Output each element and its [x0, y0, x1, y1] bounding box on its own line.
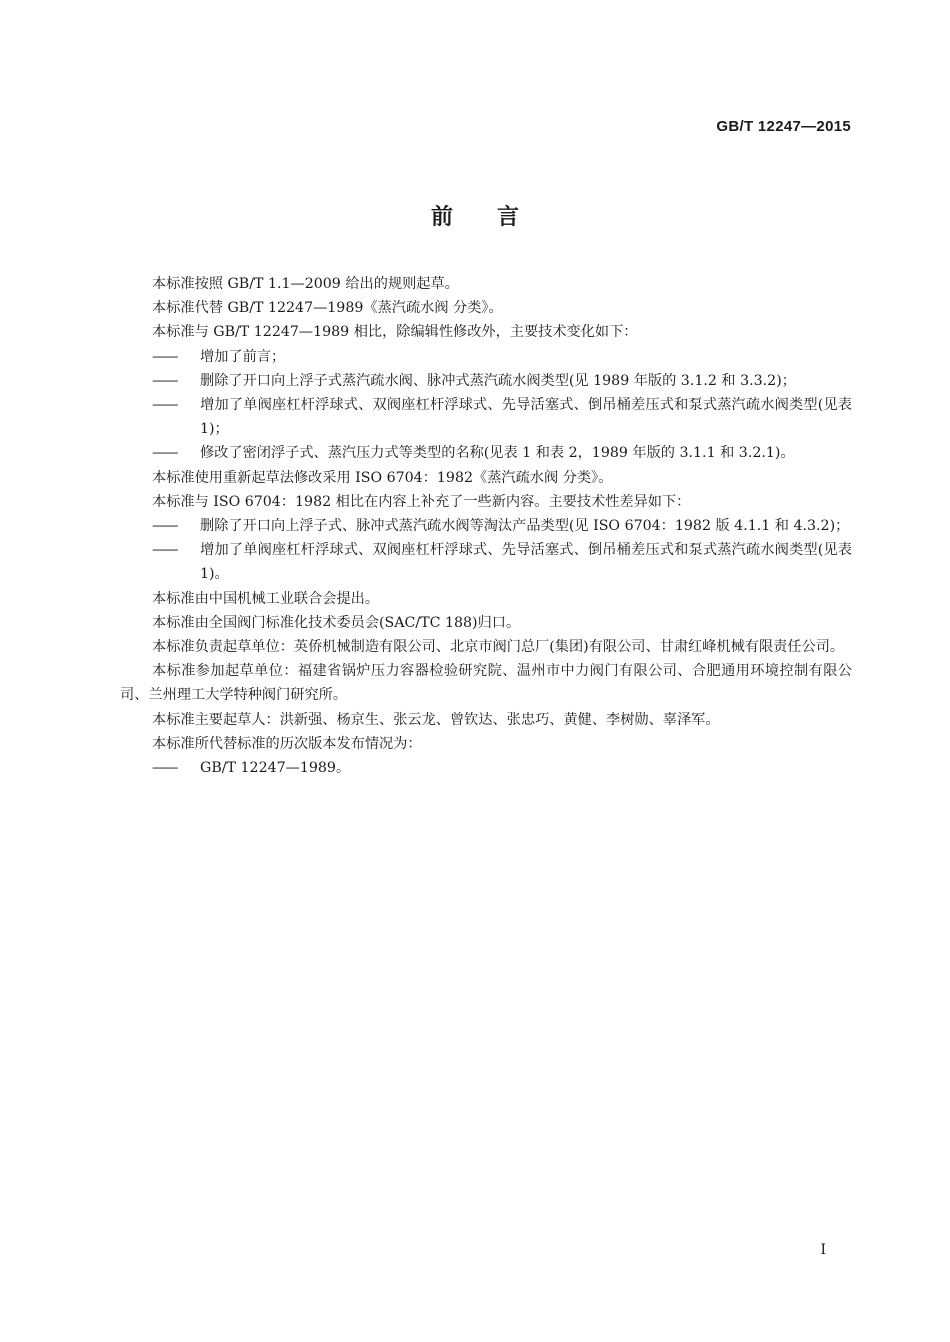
list-item-text: 删除了开口向上浮子式蒸汽疏水阀、脉冲式蒸汽疏水阀类型(见 1989 年版的 3.1.2 和 3.3.2)；	[200, 372, 796, 389]
list-item-text: GB/T 12247—1989。	[200, 760, 351, 777]
paragraph-main-drafters: 本标准主要起草人：洪新强、杨京生、张云龙、曾钦达、张忠巧、黄健、李树勋、辜泽军。	[152, 711, 720, 728]
list-item-text: 增加了单阀座杠杆浮球式、双阀座杠杆浮球式、先导活塞式、倒吊桶差压式和泵式蒸汽疏水阀类型(见表 1)；	[200, 397, 852, 438]
paragraph-participating-drafters: 本标准参加起草单位：福建省锅炉压力容器检验研究院、温州市中力阀门有限公司、合肥通用环境控制有限公司、兰州理工大学特种阀门研究所。	[120, 663, 852, 704]
page-title	[0, 200, 950, 231]
list-item-text: 增加了单阀座杠杆浮球式、双阀座杠杆浮球式、先导活塞式、倒吊桶差压式和泵式蒸汽疏水阀类型(见表 1)。	[200, 542, 852, 583]
dash-marker: ——	[152, 397, 177, 414]
paragraph-iso-differences: 本标准与 ISO 6704：1982 相比在内容上补充了一些新内容。主要技术性差异如下：	[152, 493, 691, 510]
paragraph-drafting-rules: 本标准按照 GB/T 1.1—2009 给出的规则起草。	[152, 276, 459, 292]
list-item	[152, 756, 852, 780]
list-item	[152, 393, 852, 441]
list-item	[152, 369, 852, 393]
paragraph-proposer: 本标准由中国机械工业联合会提出。	[152, 590, 380, 607]
dash-marker: ——	[152, 518, 177, 535]
title-char-1: 前	[430, 205, 453, 230]
dash-marker: ——	[152, 372, 177, 389]
paragraph-lead-drafters: 本标准负责起草单位：英侨机械制造有限公司、北京市阀门总厂(集团)有限公司、甘肃红峰机械有限责任公司。	[152, 639, 845, 656]
dash-marker: ——	[152, 445, 177, 462]
foreword-body	[120, 272, 852, 780]
dash-marker: ——	[152, 760, 177, 777]
page-number: I	[820, 1242, 826, 1258]
list-item-text: 修改了密闭浮子式、蒸汽压力式等类型的名称(见表 1 和表 2，1989 年版的 3.1.1 和 3.2.1)。	[200, 445, 795, 462]
list-item	[152, 514, 852, 538]
list-item	[152, 538, 852, 586]
title-char-2: 言	[497, 205, 520, 230]
paragraph-history-intro: 本标准所代替标准的历次版本发布情况为：	[152, 735, 422, 752]
dash-marker: ——	[152, 348, 177, 365]
list-item-text: 增加了前言；	[200, 348, 286, 365]
paragraph-replaces: 本标准代替 GB/T 12247—1989《蒸汽疏水阀 分类》。	[152, 300, 503, 317]
dash-marker: ——	[152, 542, 177, 559]
paragraph-committee: 本标准由全国阀门标准化技术委员会(SAC/TC 188)归口。	[152, 614, 521, 631]
list-item	[152, 345, 852, 369]
list-item	[152, 441, 852, 465]
paragraph-iso-adoption: 本标准使用重新起草法修改采用 ISO 6704：1982《蒸汽疏水阀 分类》。	[152, 469, 613, 486]
list-item-text: 删除了开口向上浮子式、脉冲式蒸汽疏水阀等淘汰产品类型(见 ISO 6704：1982 版 4.1.1 和 4.3.2)；	[200, 518, 850, 535]
document-code: GB/T 12247—2015	[716, 118, 851, 135]
paragraph-changes-intro: 本标准与 GB/T 12247—1989 相比，除编辑性修改外，主要技术变化如下：	[152, 324, 638, 341]
